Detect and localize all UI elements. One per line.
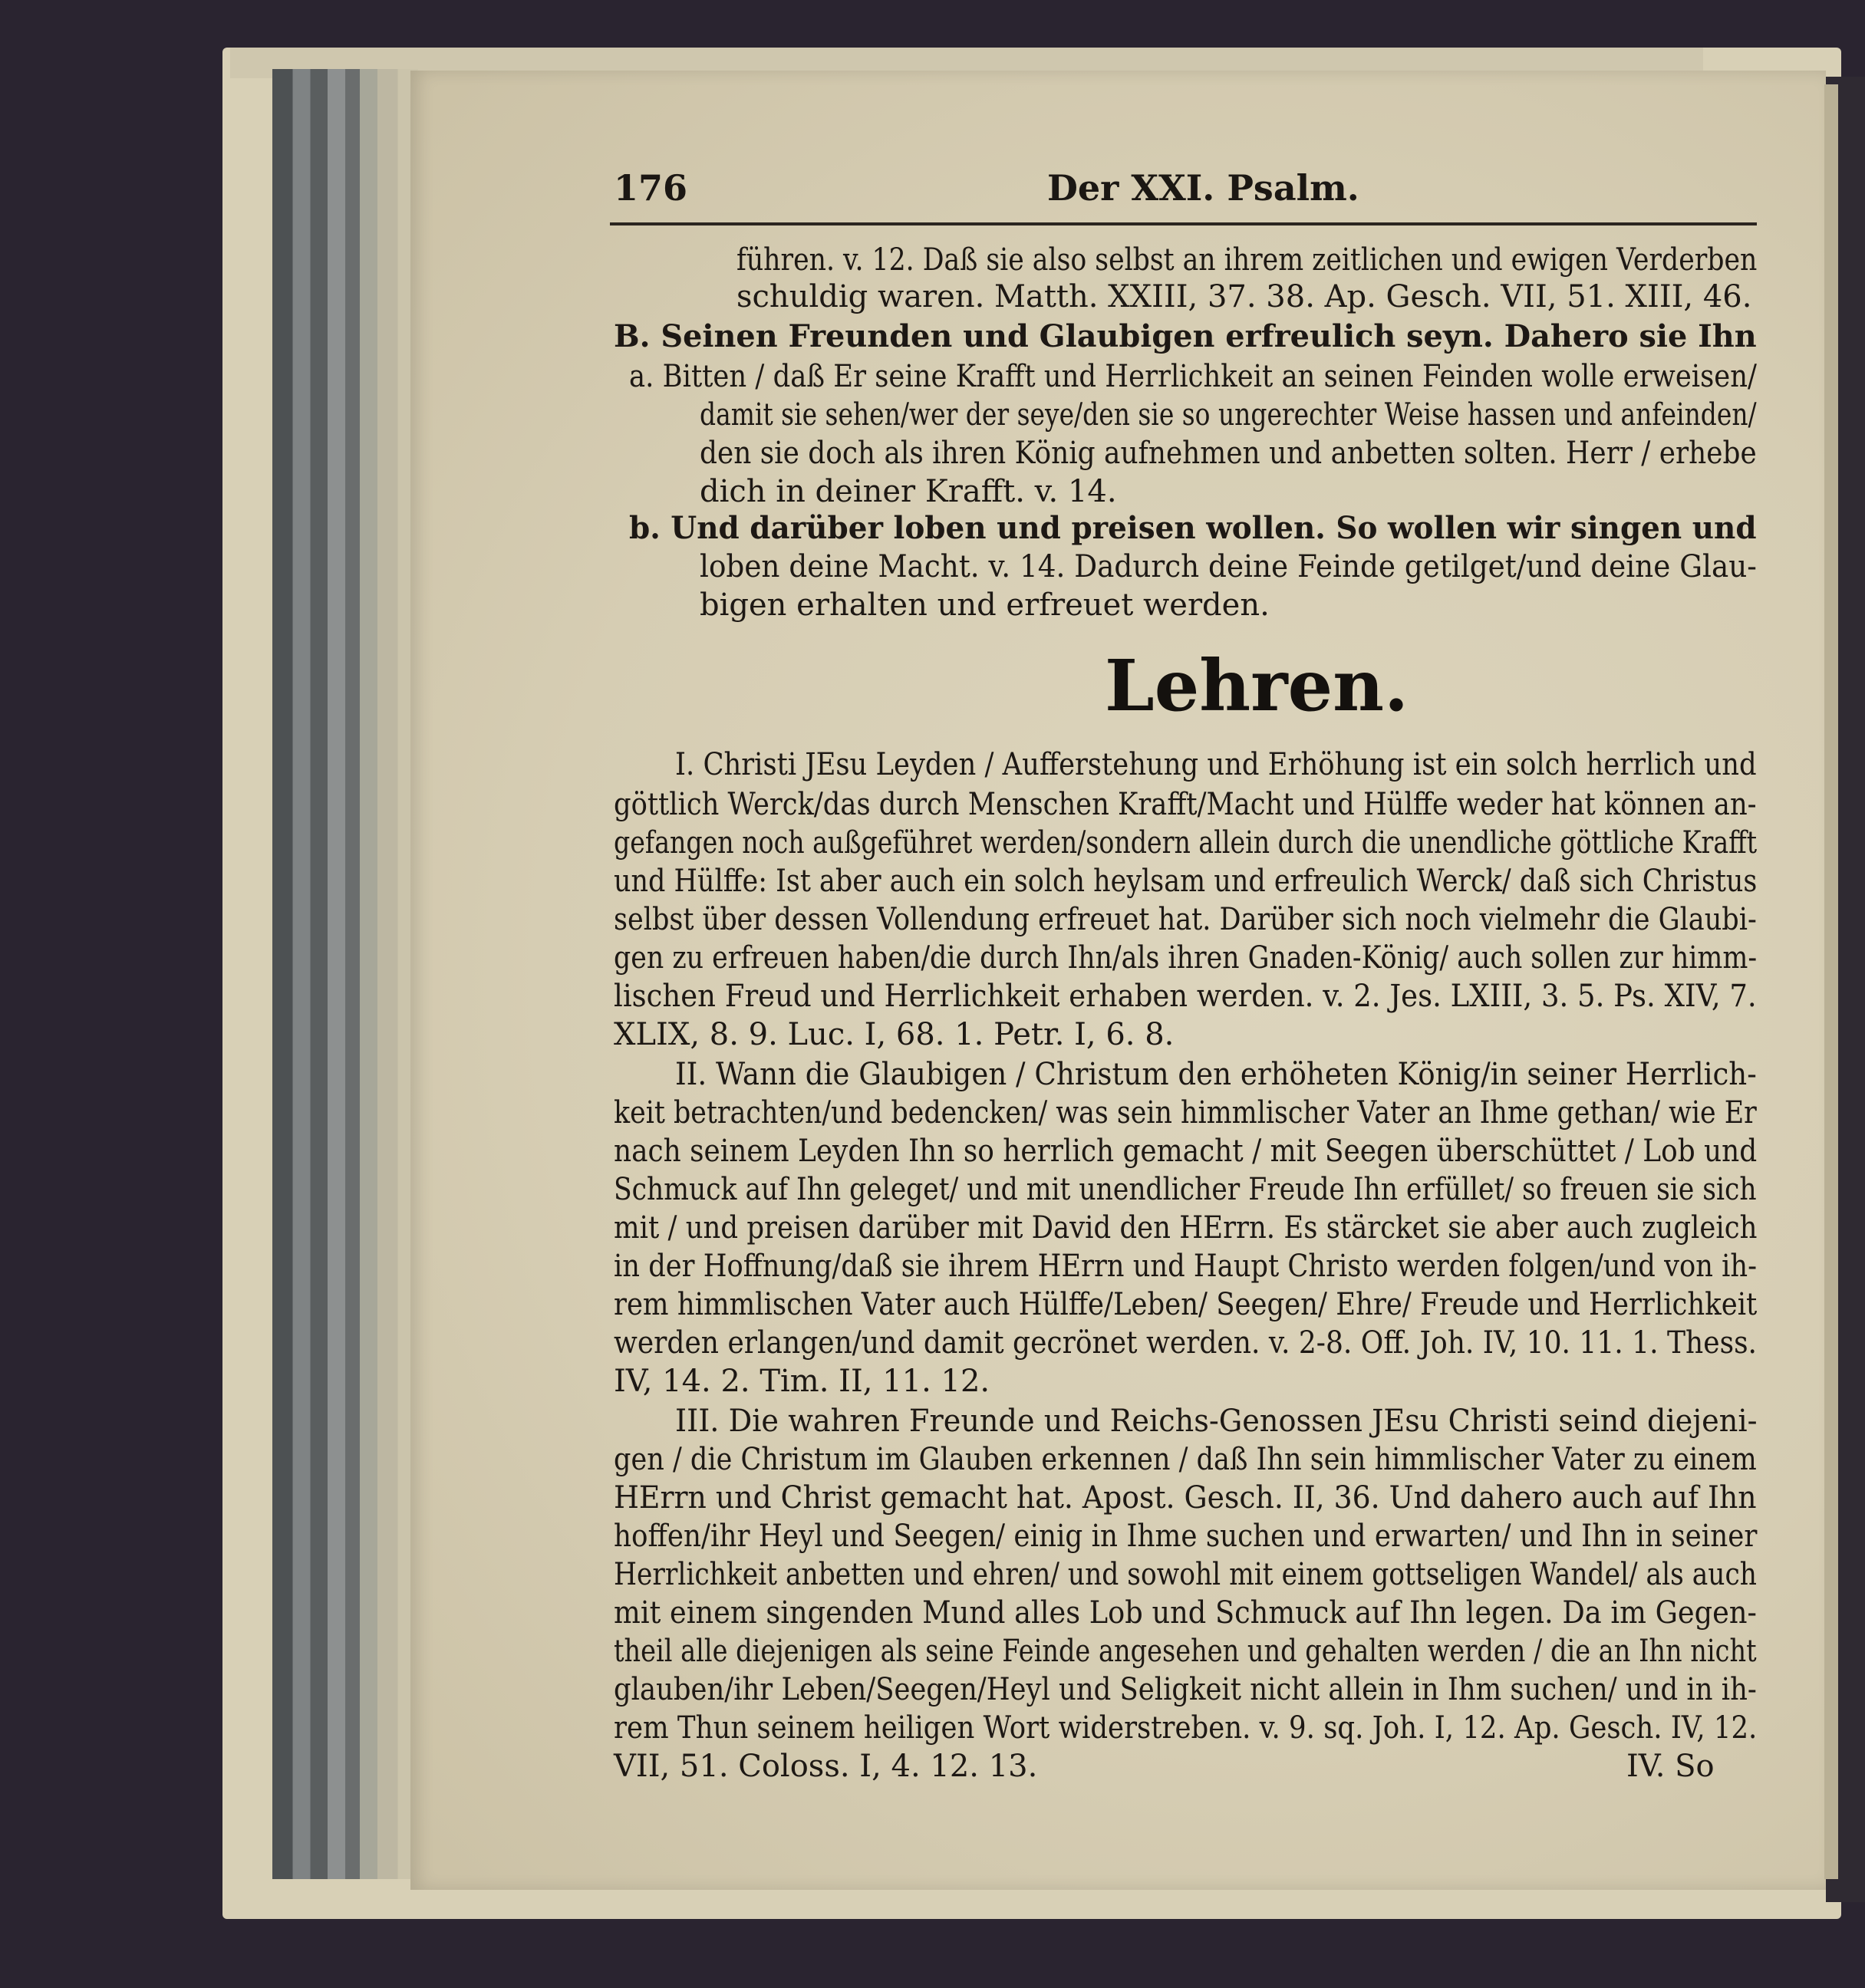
text-line: selbst über dessen Vollendung erfreuet hat. Darüber sich noch vielmehr die Glaubi-	[614, 902, 1757, 937]
text-line: in der Hoffnung/daß sie ihrem HErrn und Haupt Christo werden folgen/und von ih-	[614, 1249, 1758, 1284]
text-line: glauben/ihr Leben/Seegen/Heyl und Seligkeit nicht allein in Ihm suchen/ und in ih-	[614, 1672, 1757, 1707]
text-line: gefangen noch außgeführet werden/sondern allein durch die unendliche göttliche Krafft	[614, 825, 1758, 861]
text-line: IV, 14. 2. Tim. II, 11. 12.	[614, 1364, 990, 1399]
text-line: B. Seinen Freunden und Glaubigen erfreulich seyn. Dahero sie Ihn	[614, 318, 1757, 354]
text-line: lischen Freud und Herrlichkeit erhaben werden. v. 2. Jes. LXIII, 3. 5. Ps. XIV, 7.	[614, 979, 1757, 1014]
text-line: VII, 51. Coloss. I, 4. 12. 13.	[614, 1749, 1038, 1784]
text-line: I. Christi JEsu Leyden / Aufferstehung und Erhöhung ist ein solch herrlich und	[675, 747, 1757, 782]
text-line: loben deine Macht. v. 14. Dadurch deine Feinde getilget/und deine Glau-	[700, 549, 1757, 584]
text-line: a. Bitten / daß Er seine Krafft und Herrlichkeit an seinen Feinden wolle erweisen/	[629, 359, 1757, 394]
text-line: mit einem singenden Mund alles Lob und Schmuck auf Ihn legen. Da im Gegen-	[614, 1595, 1757, 1631]
text-line: XLIX, 8. 9. Luc. I, 68. 1. Petr. I, 6. 8.	[614, 1017, 1175, 1052]
text-line: gen zu erfreuen haben/die durch Ihn/als ihren Gnaden-König/ auch sollen zur himm-	[614, 940, 1758, 976]
text-line: mit / und preisen darüber mit David den HErrn. Es stärcket sie aber auch zugleich	[614, 1210, 1758, 1246]
text-line: theil alle diejenigen als seine Feinde angesehen und gehalten werden / die an Ihn nicht	[614, 1634, 1757, 1669]
text-line: hoffen/ihr Heyl und Seegen/ einig in Ihme suchen und erwarten/ und Ihn in seiner	[614, 1519, 1758, 1554]
text-line: keit betrachten/und bedencken/ was sein himmlischer Vater an Ihme gethan/ wie Er	[614, 1095, 1757, 1131]
text-line: führen. v. 12. Daß sie also selbst an ihrem zeitlichen und ewigen Verderben	[736, 242, 1758, 278]
text-line: b. Und darüber loben und preisen wollen. So wollen wir singen und	[629, 510, 1757, 546]
text-line: und Hülffe: Ist aber auch ein solch heylsam und erfreulich Werck/ daß sich Christus	[614, 864, 1758, 899]
text-line: bigen erhalten und erfreuet werden.	[700, 588, 1270, 623]
page-number: 176	[614, 167, 688, 209]
text-line: den sie doch als ihren König aufnehmen und anbetten solten. Herr / erhebe	[700, 436, 1757, 471]
text-line: damit sie sehen/wer der seye/den sie so ungerechter Weise hassen und anfeinden/	[700, 397, 1757, 433]
text-line: werden erlangen/und damit gecrönet werden. v. 2-8. Off. Joh. IV, 10. 11. 1. Thess.	[614, 1325, 1758, 1361]
text-line: rem Thun seinem heiligen Wort widerstreben. v. 9. sq. Joh. I, 12. Ap. Gesch. IV, 12.	[614, 1710, 1758, 1746]
section-heading: Lehren.	[1105, 644, 1409, 727]
catchword: IV. So	[1626, 1749, 1715, 1784]
text-line: göttlich Werck/das durch Menschen Krafft/Macht und Hülffe weder hat können an-	[614, 787, 1757, 822]
text-line: schuldig waren. Matth. XXIII, 37. 38. Ap. Gesch. VII, 51. XIII, 46.	[736, 279, 1752, 314]
text-line: nach seinem Leyden Ihn so herrlich gemacht / mit Seegen überschüttet / Lob und	[614, 1134, 1758, 1169]
text-line: II. Wann die Glaubigen / Christum den erhöheten König/in seiner Herrlich-	[675, 1057, 1757, 1092]
text-line: rem himmlischen Vater auch Hülffe/Leben/ Seegen/ Ehre/ Freude und Herrlichkeit	[614, 1287, 1758, 1322]
text-line: dich in deiner Krafft. v. 14.	[700, 474, 1117, 509]
text-line: gen / die Christum im Glauben erkennen / daß Ihn sein himmlischer Vater zu einem	[614, 1442, 1757, 1477]
text-line: III. Die wahren Freunde und Reichs-Genossen JEsu Christi seind diejeni-	[675, 1404, 1758, 1439]
running-title: Der XXI. Psalm.	[1047, 167, 1359, 209]
text-line: Herrlichkeit anbetten und ehren/ und sowohl mit einem gottseligen Wandel/ als auch	[614, 1557, 1757, 1592]
text-line: Schmuck auf Ihn geleget/ und mit unendlicher Freude Ihn erfüllet/ so freuen sie sich	[614, 1172, 1757, 1207]
text-line: HErrn und Christ gemacht hat. Apost. Gesch. II, 36. Und dahero auch auf Ihn	[614, 1480, 1757, 1516]
